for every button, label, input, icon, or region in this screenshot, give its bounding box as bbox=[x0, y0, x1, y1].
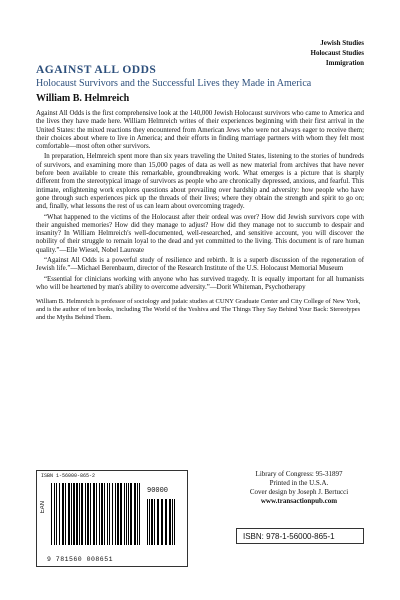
barcode-isbn: ISBN 1-56000-865-2 bbox=[41, 473, 96, 479]
author-name: William B. Helmreich bbox=[36, 93, 130, 104]
printed-in: Printed in the U.S.A. bbox=[269, 479, 329, 487]
subject-jewish-studies: Jewish Studies bbox=[320, 39, 364, 47]
subject-holocaust-studies: Holocaust Studies bbox=[310, 49, 364, 57]
barcode-digits: 9 781560 008651 bbox=[47, 556, 114, 563]
description bbox=[36, 110, 364, 292]
paragraph-intro: Against All Odds is the first comprehensive look at the 140,000 Jewish Holocaust survivors who came to America and the lives they have made here. William Helmreich writes of their experiences beginning with their first arrival in the United States: the mixed reactions they encountered from American Jews who were not always eager to receive them; their choices about where to live in America; and their efforts in finding marriage partners with whom they felt most comfortable—most often other survivors. bbox=[36, 110, 364, 151]
barcode-addon: 90000 bbox=[147, 487, 169, 495]
about-author: William B. Helmreich is professor of sociology and judaic studies at CUNY Graduate Center and City College of New York, and is the author of ten books, including The World of the Yeshiva and The Things They Say Behind Your Back: Stereotypes and the Myths Behind Them. bbox=[36, 298, 361, 322]
subject-categories bbox=[311, 38, 364, 68]
barcode-ean-label: EAN bbox=[40, 501, 46, 514]
footer-area bbox=[36, 470, 364, 580]
isbn-label: ISBN: 978-1-56000-865-1 bbox=[236, 528, 364, 544]
blurb-whiteman: “Essential for clinicians working with anyone who has survived tragedy. It is equally important for all humanists who will be heartened by man's ability to overcome adversity.”—Dorit Whiteman, Psychotherapy bbox=[36, 275, 364, 291]
library-of-congress: Library of Congress: 95-31897 bbox=[255, 470, 343, 478]
paragraph-research: In preparation, Helmreich spent more than six years traveling the United States, listening to the stories of hundreds of survivors, and examining more than 15,000 pages of data as well as new material from archives that have never before been available to create this remarkable, groundbreaking work. What emerges is a picture that is sharply different from the stereotypical image of survivors as people who are chronically depressed, anxious, and fearful. This intimate, enlightening work explores questions about prevailing over hardship and adversity: how people who have gone through such experiences pick up the threads of their lives; where they obtain the strength and spirit to go on; and, finally, what lessons the rest of us can learn about overcoming tragedy. bbox=[36, 153, 364, 211]
book-title: AGAINST ALL ODDS bbox=[36, 64, 157, 76]
blurb-berenbaum: “Against All Odds is a powerful study of resilience and rebirth. It is a superb discussion of the regeneration of Jewish life.”—Michael Berenbaum, director of the Research Institute of the U.S. Holocaust Memorial Museum bbox=[36, 257, 364, 273]
barcode bbox=[36, 470, 188, 567]
subject-immigration: Immigration bbox=[325, 59, 364, 67]
cover-design: Cover design by Joseph J. Bertucci bbox=[249, 488, 349, 496]
blurb-wiesel: “What happened to the victims of the Holocaust after their ordeal was over? How did Jewish survivors cope with their anguished memories? How did they manage to adjust? How did they manage not to succumb to despair and insanity? In William Helmreich's well-documented, well-researched, and sensitive account, you will discover the nobility of their struggle to remain loyal to the dead and yet committed to the living. This document is of rare human quality.”—Elle Wiesel, Nobel Laureate bbox=[36, 213, 364, 254]
publisher-info bbox=[234, 470, 364, 506]
book-subtitle: Holocaust Survivors and the Successful Lives they Made in America bbox=[36, 78, 312, 89]
publisher-url[interactable]: www.transactionpub.com bbox=[260, 497, 338, 505]
